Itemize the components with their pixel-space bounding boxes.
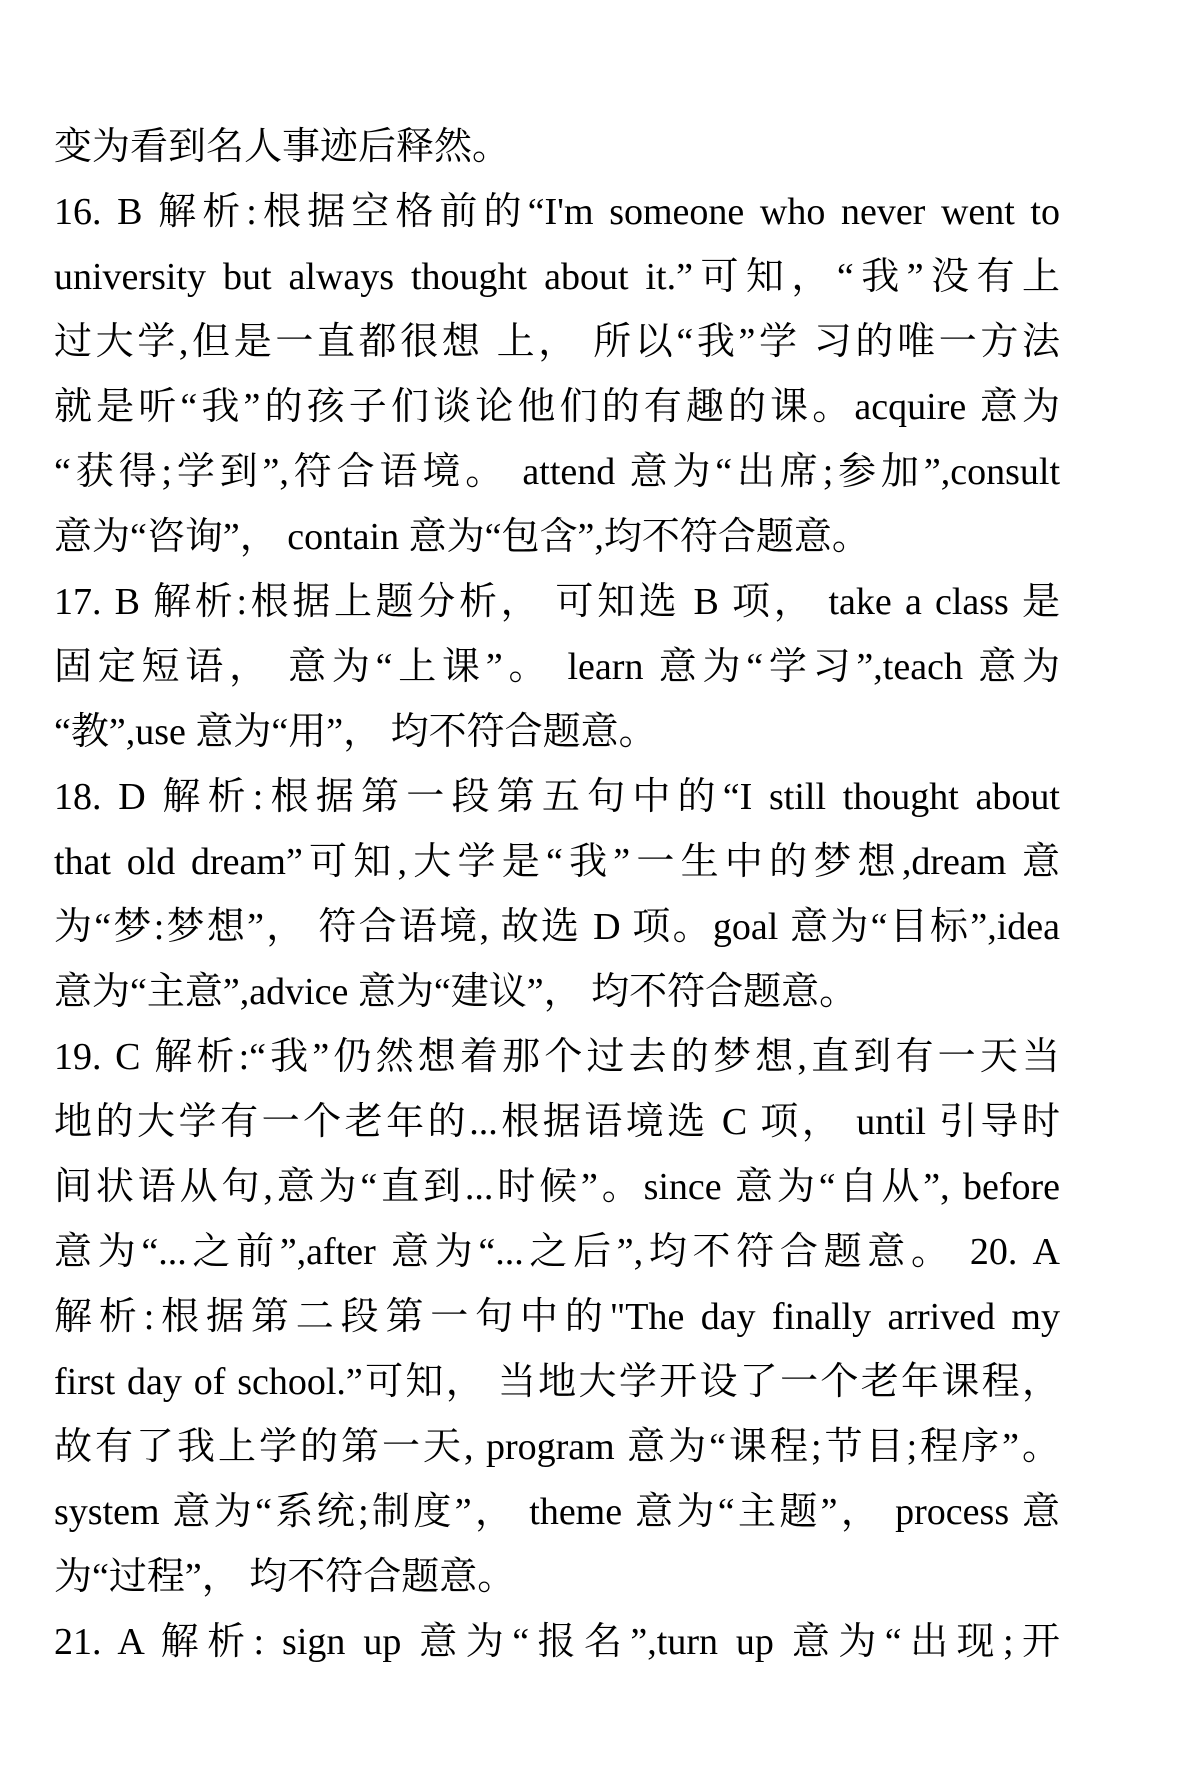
text-line: 21. A 解析: sign up 意为“报名”,turn up 意为“出现;开 xyxy=(54,1621,1060,1663)
text-line: 间状语从句,意为“直到...时候”。since 意为“自从”, before xyxy=(54,1166,1060,1208)
text-line: 为“梦:梦想”， 符合语境, 故选 D 项。goal 意为“目标”,idea xyxy=(54,906,1060,948)
text-line: “获得;学到”,符合语境。 attend 意为“出席;参加”,consult xyxy=(54,451,1060,493)
text-line: 过大学,但是一直都很想 上， 所以“我”学 习的唯一方法 xyxy=(54,321,1060,363)
text-line: 地的大学有一个老年的...根据语境选 C 项， until 引导时 xyxy=(54,1101,1060,1143)
text-line: 16. B 解析:根据空格前的“I'm someone who never went to xyxy=(54,191,1060,233)
text-line: 固定短语， 意为“上课”。 learn 意为“学习”,teach 意为 xyxy=(54,646,1060,688)
text-line: 18. D 解析:根据第一段第五句中的“I still thought about xyxy=(54,776,1060,818)
text-line: 为“过程”， 均不符合题意。 xyxy=(54,1556,516,1598)
text-line: 17. B 解析:根据上题分析， 可知选 B 项， take a class 是 xyxy=(54,581,1060,623)
text-line: 意为“咨询”， contain 意为“包含”,均不符合题意。 xyxy=(54,516,870,558)
text-line: 变为看到名人事迹后释然。 xyxy=(54,126,511,168)
text-line: university but always thought about it.”可知，“我”没有上 xyxy=(54,256,1060,298)
text-line: 故有了我上学的第一天, program 意为“课程;节目;程序”。 xyxy=(54,1426,1060,1468)
text-line: system 意为“系统;制度”， theme 意为“主题”， process 意 xyxy=(54,1491,1060,1533)
text-line: 解析:根据第二段第一句中的"The day finally arrived my xyxy=(54,1296,1060,1338)
text-line: 意为“...之前”,after 意为“...之后”,均不符合题意。 20. A xyxy=(54,1231,1060,1273)
text-line: 就是听“我”的孩子们谈论他们的有趣的课。acquire 意为 xyxy=(54,386,1060,428)
text-line: “教”,use 意为“用”， 均不符合题意。 xyxy=(54,711,657,753)
text-line: first day of school.”可知， 当地大学开设了一个老年课程， xyxy=(54,1361,1060,1403)
text-line: that old dream”可知,大学是“我”一生中的梦想,dream 意 xyxy=(54,841,1060,883)
text-line: 意为“主意”,advice 意为“建议”， 均不符合题意。 xyxy=(54,971,858,1013)
text-line: 19. C 解析:“我”仍然想着那个过去的梦想,直到有一天当 xyxy=(54,1036,1060,1078)
